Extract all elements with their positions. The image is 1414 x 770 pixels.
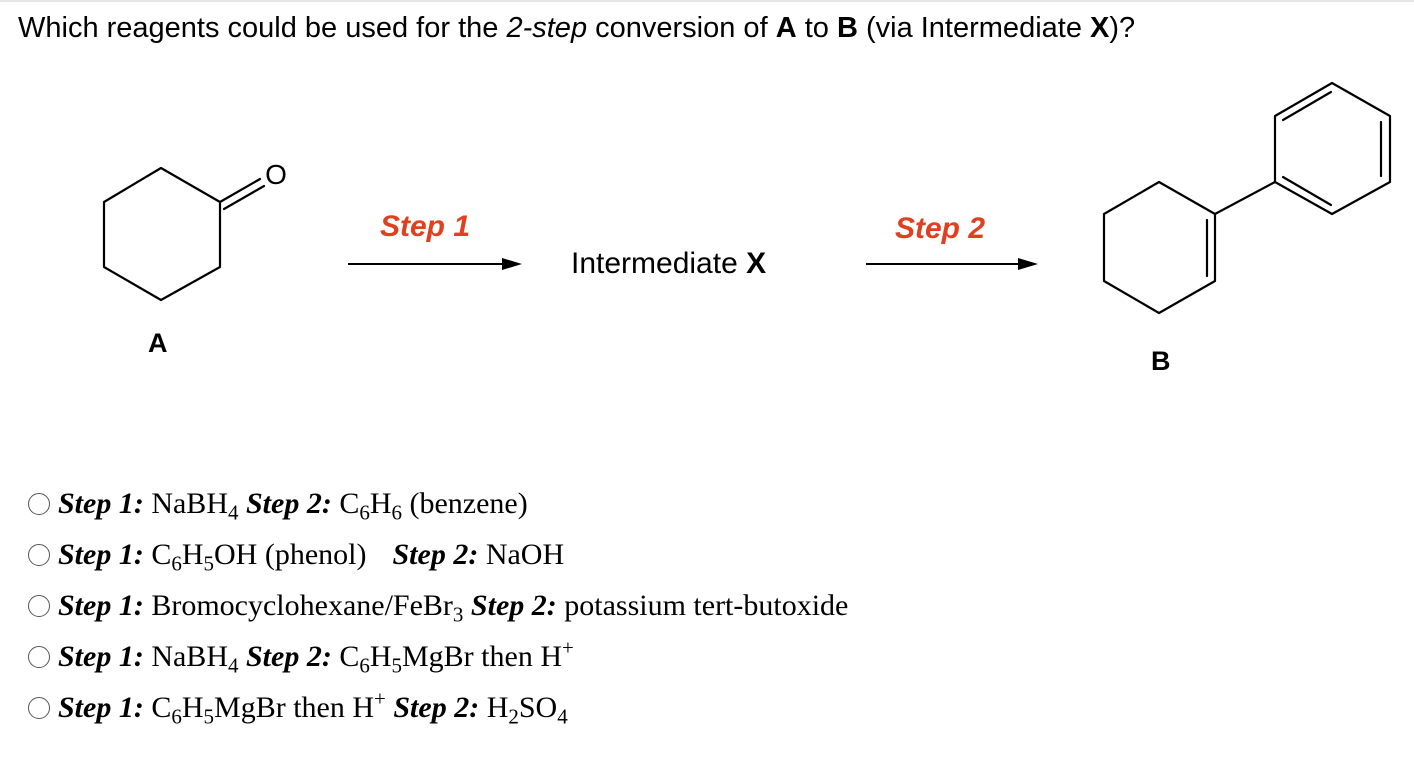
- option-5[interactable]: [28, 682, 1128, 733]
- option-4-text: Step 1: NaBH$_4$ Step 2: $C_6H_5MgBr$ then H+: [58, 634, 574, 677]
- option-2[interactable]: [28, 529, 1128, 580]
- radio-button[interactable]: [28, 697, 50, 719]
- option-3[interactable]: [28, 580, 1128, 631]
- question-text: Which reagents could be used for the 2-step conversion of A to B (via Intermediate X)?: [18, 12, 1136, 44]
- option-1[interactable]: [28, 478, 1128, 529]
- arrow-step-1: [348, 258, 522, 270]
- option-5-text: Step 1: $C_6H_5MgBr$ then H+ Step 2: $H_2SO_4$: [58, 685, 568, 728]
- compound-a-structure: [104, 168, 264, 300]
- option-2-text: Step 1: $C_6H_5OH$ (phenol) Step 2: NaOH: [58, 537, 565, 575]
- option-1-text: Step 1: NaBH$_4$ Step 2: $C_6H_6$ (benzene): [58, 486, 528, 524]
- answer-options: [28, 478, 1128, 733]
- intermediate-label: Intermediate X: [571, 247, 767, 280]
- radio-button[interactable]: [28, 646, 50, 668]
- compound-b-label: B: [1151, 346, 1171, 376]
- oxygen-atom: O: [265, 159, 287, 190]
- step-2-label: Step 2: [895, 212, 986, 245]
- arrow-step-2: [866, 258, 1038, 270]
- option-4[interactable]: [28, 631, 1128, 682]
- compound-a-label: A: [148, 328, 168, 358]
- step-1-label: Step 1: [380, 210, 471, 243]
- compound-b-structure: [1104, 83, 1390, 313]
- radio-button[interactable]: [28, 493, 50, 515]
- radio-button[interactable]: [28, 595, 50, 617]
- option-3-text: Step 1: Bromocyclohexane/FeBr$_3$ Step 2: potassium tert-butoxide: [58, 588, 849, 626]
- radio-button[interactable]: [28, 544, 50, 566]
